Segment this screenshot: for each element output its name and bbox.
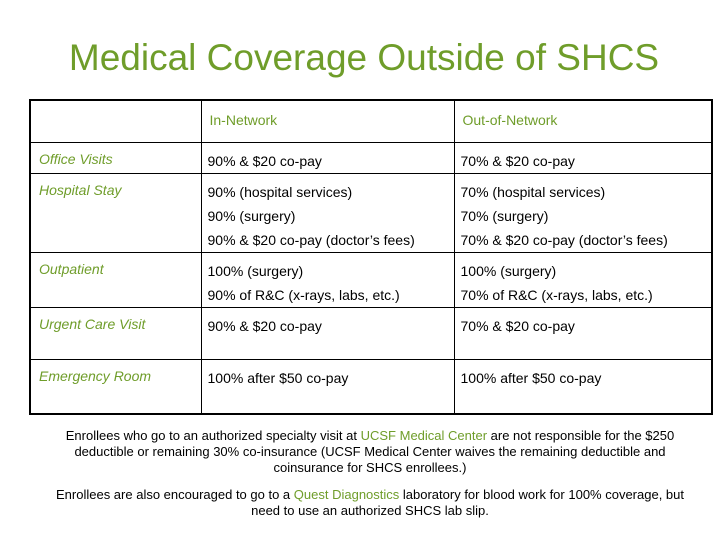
slide-title: Medical Coverage Outside of SHCS xyxy=(68,37,660,78)
in-network-cell xyxy=(201,142,454,173)
cell-line: 70% & $20 co-pay xyxy=(460,317,575,334)
note-text: are not responsible for the $250 deductible or remaining 30% co-insurance (UCSF Medical Center waives the remaining deductible and coinsurance for SHCS enrollees.) xyxy=(74,428,675,475)
table-row xyxy=(30,252,712,307)
in-network-cell xyxy=(201,173,454,252)
cell-line: 90% of R&C (x-rays, labs, etc.) xyxy=(207,286,400,303)
row-label-urgent-care-visit: Urgent Care Visit xyxy=(30,307,201,359)
row-label-hospital-stay: Hospital Stay xyxy=(30,173,201,252)
cell-line: 90% & $20 co-pay xyxy=(207,152,322,169)
cell-line: 90% & $20 co-pay xyxy=(207,317,322,334)
out-network-cell xyxy=(454,252,712,307)
note-text: Enrollees are also encouraged to go to a xyxy=(56,487,294,502)
table-row xyxy=(30,173,712,252)
in-network-cell xyxy=(201,252,454,307)
cell-line: 70% (hospital services) xyxy=(460,183,606,200)
quest-diagnostics-link[interactable]: Quest Diagnostics xyxy=(293,487,400,502)
note-text: Enrollees who go to an authorized specialty visit at xyxy=(65,428,361,443)
out-network-cell xyxy=(454,307,712,359)
cell-line: 90% (hospital services) xyxy=(207,183,353,200)
cell-line: 100% (surgery) xyxy=(460,262,557,279)
cell-line: 70% (surgery) xyxy=(460,207,549,224)
table-header-row xyxy=(30,100,712,142)
table-row xyxy=(30,307,712,359)
table-row xyxy=(30,142,712,173)
row-label-emergency-room: Emergency Room xyxy=(30,359,201,414)
cell-line: 70% of R&C (x-rays, labs, etc.) xyxy=(460,286,653,303)
row-label-outpatient: Outpatient xyxy=(30,252,201,307)
ucsf-medical-center-link[interactable]: UCSF Medical Center xyxy=(360,428,488,443)
row-label-office-visits: Office Visits xyxy=(30,142,201,173)
cell-line: 90% & $20 co-pay (doctor’s fees) xyxy=(207,231,415,248)
note-text: laboratory for blood work for 100% coverage, but need to use an authorized SHCS lab slip. xyxy=(251,487,684,518)
header-empty-cell xyxy=(30,100,201,142)
cell-line: 100% after $50 co-pay xyxy=(460,369,602,386)
out-network-cell xyxy=(454,142,712,173)
out-network-cell xyxy=(454,173,712,252)
cell-line: 90% (surgery) xyxy=(207,207,296,224)
note-quest xyxy=(40,487,700,519)
in-network-cell xyxy=(201,359,454,414)
cell-line: 100% after $50 co-pay xyxy=(207,369,349,386)
table-row xyxy=(30,359,712,414)
note-ucsf xyxy=(40,428,700,476)
coverage-table xyxy=(29,99,713,415)
in-network-cell xyxy=(201,307,454,359)
header-out-of-network: Out-of-Network xyxy=(454,100,712,142)
cell-line: 70% & $20 co-pay (doctor’s fees) xyxy=(460,231,668,248)
cell-line: 100% (surgery) xyxy=(207,262,304,279)
header-in-network: In-Network xyxy=(201,100,454,142)
cell-line: 70% & $20 co-pay xyxy=(460,152,575,169)
out-network-cell xyxy=(454,359,712,414)
